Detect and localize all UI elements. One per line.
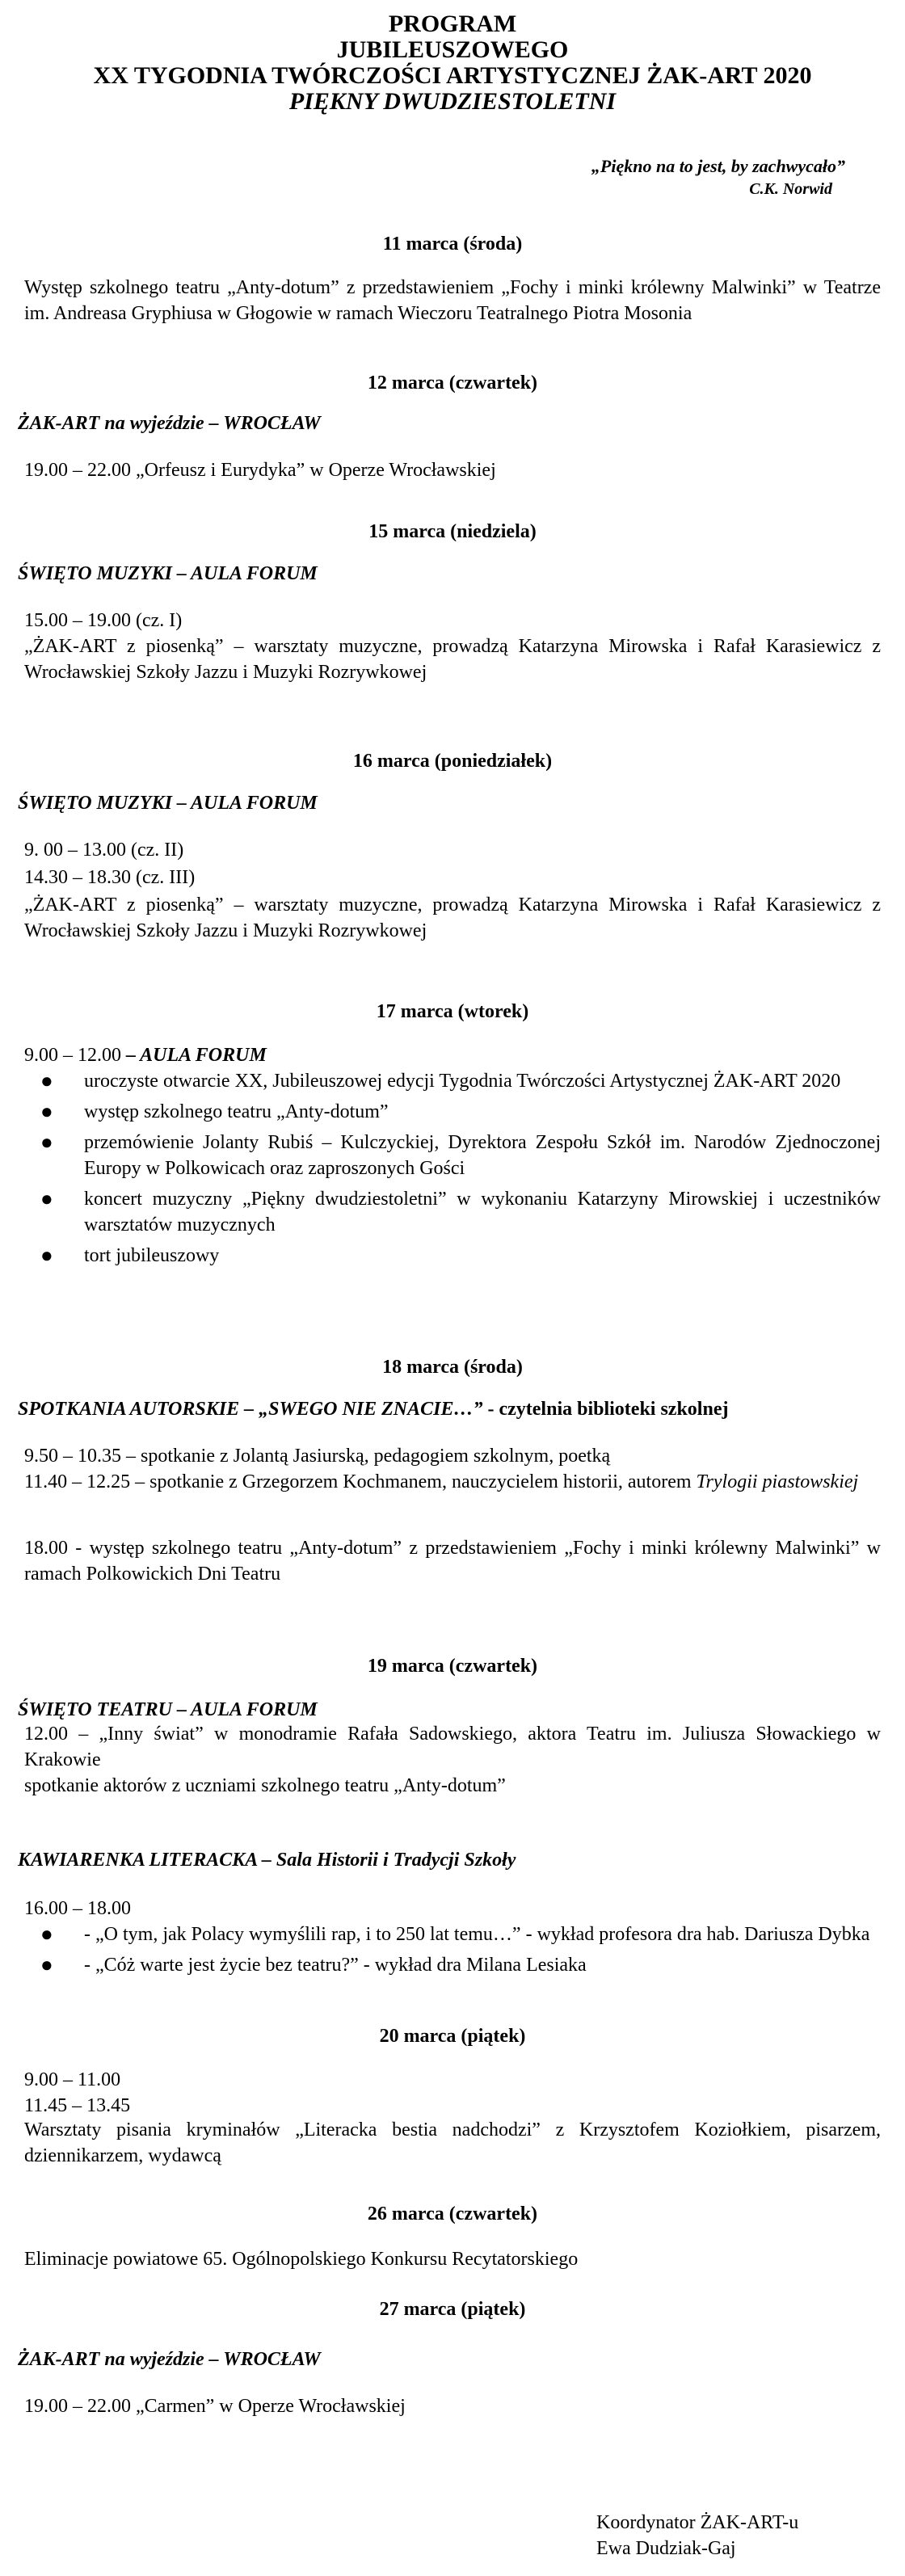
title-event: XX TYGODNIA TWÓRCZOŚCI ARTYSTYCZNEJ ŻAK-ART 2020 <box>93 62 812 89</box>
date-heading: 26 marca (czwartek) <box>367 2203 538 2225</box>
event-description: Występ szkolnego teatru „Anty-dotum” z przedstawieniem „Fochy i minki królewny Malwinki” w Teatrze im. Andreasa Gryphiusa w Głogowie w ramach Wieczoru Teatralnego Piotra Mosonia <box>24 277 881 324</box>
time-line: 15.00 – 19.00 (cz. I) <box>24 610 183 631</box>
section-heading: SPOTKANIA AUTORSKIE – „SWEGO NIE ZNACIE…” - czytelnia biblioteki szkolnej <box>18 1399 729 1420</box>
list-item: ● uroczyste otwarcie XX, Jubileuszowej edycji Tygodnia Twórczości Artystycznej ŻAK-ART 2020 <box>40 1069 841 1092</box>
list-item: ● - „O tym, jak Polacy wymyślili rap, i to 250 lat temu…” - wykład profesora dra hab. Dariusza Dybka <box>40 1922 870 1946</box>
time-line: 9. 00 – 13.00 (cz. II) <box>24 840 184 861</box>
cafe-heading: KAWIARENKA LITERACKA – Sala Historii i Tradycji Szkoły <box>18 1850 516 1871</box>
event-line: 19.00 – 22.00 „Orfeusz i Eurydyka” w Operze Wrocławskiej <box>24 460 496 481</box>
place-text: – AULA FORUM <box>121 1045 267 1066</box>
bullet-icon: ● <box>40 1922 53 1946</box>
title-jubilee: JUBILEUSZOWEGO <box>336 36 569 63</box>
date-heading: 15 marca (niedziela) <box>368 521 537 542</box>
date-heading: 20 marca (piątek) <box>379 2026 526 2047</box>
time-line: 14.30 – 18.30 (cz. III) <box>24 867 196 888</box>
program-list <box>24 1068 881 1269</box>
section-heading: ŚWIĘTO MUZYKI – AULA FORUM <box>18 563 318 584</box>
motto-quote: „Piękno na to jest, by zachwycało” <box>591 156 845 176</box>
workshop-description: Warsztaty pisania kryminałów „Literacka bestia nadchodzi” z Krzysztofem Koziołkiem, pisarzem, dziennikarzem, wydawcą <box>24 2119 881 2166</box>
event-line: 12.00 – „Inny świat” w monodramie Rafała Sadowskiego, aktora Teatru im. Juliusza Słowackiego w Krakowie <box>24 1724 881 1770</box>
workshop-description: „ŻAK-ART z piosenką” – warsztaty muzyczne, prowadzą Katarzyna Mirowska i Rafał Karasiewicz z Wrocławskiej Szkoły Jazzu i Muzyki Rozrywkowej <box>24 894 881 941</box>
document-title <box>0 11 905 115</box>
section-heading: ŻAK-ART na wyjeździe – WROCŁAW <box>18 2349 321 2370</box>
lecture-list <box>24 1921 881 1978</box>
event-line: 19.00 – 22.00 „Carmen” w Operze Wrocławskiej <box>24 2396 406 2417</box>
coordinator-name: Ewa Dudziak-Gaj <box>596 2538 736 2559</box>
date-heading: 19 marca (czwartek) <box>367 1656 538 1677</box>
bullet-icon: ● <box>40 1953 53 1976</box>
date-heading: 18 marca (środa) <box>382 1357 523 1378</box>
title-motif: PIĘKNY DWUDZIESTOLETNI <box>288 88 617 115</box>
section-heading: ŚWIĘTO MUZYKI – AULA FORUM <box>18 793 318 814</box>
bullet-icon: ● <box>40 1244 53 1267</box>
list-item: ● przemówienie Jolanty Rubiś – Kulczyckiej, Dyrektora Zespołu Szkół im. Narodów Zjednoczonej Europy w Polkowicach oraz zaproszonych Gości <box>40 1130 881 1179</box>
workshop-description: „ŻAK-ART z piosenką” – warsztaty muzyczne, prowadzą Katarzyna Mirowska i Rafał Karasiewicz z Wrocławskiej Szkoły Jazzu i Muzyki Rozrywkowej <box>24 636 881 683</box>
date-heading: 27 marca (piątek) <box>379 2299 526 2320</box>
date-heading: 16 marca (poniedziałek) <box>352 751 553 772</box>
time-line: 16.00 – 18.00 <box>24 1898 131 1919</box>
event-line: spotkanie aktorów z uczniami szkolnego teatru „Anty-dotum” <box>24 1775 506 1796</box>
time-place-line <box>24 1042 881 1068</box>
bullet-icon: ● <box>40 1187 53 1210</box>
date-heading: 11 marca (środa) <box>382 234 523 255</box>
list-item: ● koncert muzyczny „Piękny dwudziestoletni” w wykonaniu Katarzyny Mirowskiej i uczestników warsztatów muzycznych <box>40 1187 881 1235</box>
time-line: 11.45 – 13.45 <box>24 2095 131 2116</box>
title-program: PROGRAM <box>388 11 517 37</box>
motto-author: C.K. Norwid <box>749 180 832 198</box>
bullet-icon: ● <box>40 1130 53 1154</box>
bullet-icon: ● <box>40 1069 53 1092</box>
date-heading: 17 marca (wtorek) <box>376 1001 529 1022</box>
coordinator-role: Koordynator ŻAK-ART-u <box>596 2512 799 2533</box>
list-item: ● występ szkolnego teatru „Anty-dotum” <box>40 1100 389 1123</box>
theatre-description: 18.00 - występ szkolnego teatru „Anty-dotum” z przedstawieniem „Fochy i minki królewny Malwinki” w ramach Polkowickich Dni Teatru <box>24 1538 881 1585</box>
time-text: 9.00 – 12.00 <box>24 1045 121 1066</box>
list-item: ● tort jubileuszowy <box>40 1244 220 1267</box>
bullet-icon: ● <box>40 1100 53 1123</box>
section-heading: ŚWIĘTO TEATRU – AULA FORUM <box>18 1699 318 1720</box>
date-heading: 12 marca (czwartek) <box>367 373 538 394</box>
meeting-line: 11.40 – 12.25 – spotkanie z Grzegorzem Kochmanem, nauczycielem historii, autorem Trylogii piastowskiej <box>24 1471 859 1492</box>
time-line: 9.00 – 11.00 <box>24 2069 121 2090</box>
section-heading: ŻAK-ART na wyjeździe – WROCŁAW <box>18 413 321 434</box>
event-line: Eliminacje powiatowe 65. Ogólnopolskiego Konkursu Recytatorskiego <box>24 2249 579 2270</box>
list-item: ● - „Cóż warte jest życie bez teatru?” - wykład dra Milana Lesiaka <box>40 1953 587 1976</box>
meeting-line: 9.50 – 10.35 – spotkanie z Jolantą Jasiurską, pedagogiem szkolnym, poetką <box>24 1446 611 1467</box>
